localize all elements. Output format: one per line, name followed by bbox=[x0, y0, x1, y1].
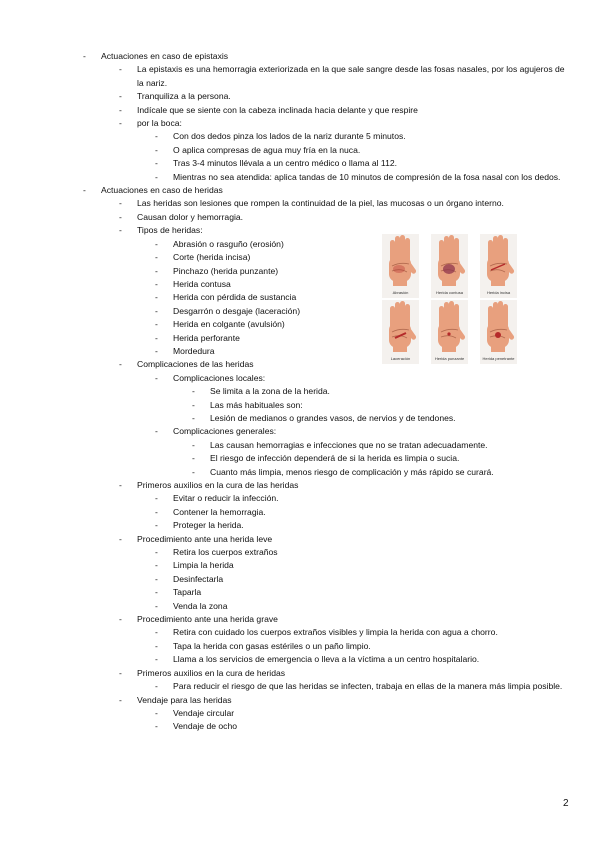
list-item bbox=[137, 667, 568, 694]
list-item bbox=[173, 559, 568, 572]
list-item bbox=[173, 157, 568, 170]
list-item-text: Corte (herida incisa) bbox=[173, 252, 251, 263]
list-item bbox=[173, 372, 568, 426]
list-item-text: Abrasión o rasguño (erosión) bbox=[173, 238, 284, 249]
list-item bbox=[173, 506, 568, 519]
list-item-text: Vendaje de ocho bbox=[173, 721, 238, 732]
list-item-text: Tapa la herida con gasas estériles o un paño limpio. bbox=[173, 640, 371, 651]
finger-shape bbox=[400, 301, 405, 325]
list-item-text: Se limita a la zona de la herida. bbox=[210, 386, 330, 397]
wrist-shape bbox=[393, 278, 407, 286]
list-item bbox=[137, 358, 568, 479]
list-item-text: Limpia la herida bbox=[173, 560, 234, 571]
list-item bbox=[173, 640, 568, 653]
list-item-text: Herida con pérdida de sustancia bbox=[173, 292, 297, 303]
list-item bbox=[210, 385, 568, 398]
sub-list bbox=[173, 130, 568, 184]
wound-mark bbox=[495, 332, 501, 338]
list-item-text: El riesgo de infección dependerá de si la herida es limpia o sucia. bbox=[210, 453, 460, 464]
finger-shape bbox=[488, 240, 493, 264]
finger-shape bbox=[405, 238, 410, 262]
finger-shape bbox=[405, 304, 410, 328]
list-item-text: Proteger la herida. bbox=[173, 520, 244, 531]
finger-shape bbox=[503, 238, 508, 262]
list-item bbox=[173, 586, 568, 599]
section-title: Actuaciones en caso de heridas bbox=[101, 185, 223, 196]
finger-shape bbox=[390, 306, 395, 330]
finger-shape bbox=[395, 236, 400, 260]
hand-label: Herida contusa bbox=[436, 290, 463, 295]
list-item bbox=[210, 466, 568, 479]
list-item-text: Las heridas son lesiones que rompen la continuidad de la piel, las mucosas o un órgano interno. bbox=[137, 198, 504, 209]
list-item bbox=[137, 211, 568, 224]
list-item-text: Retira con cuidado los cuerpos extraños visibles y limpia la herida con agua a chorro. bbox=[173, 627, 498, 638]
wound-mark bbox=[393, 265, 405, 273]
list-item bbox=[173, 425, 568, 479]
sub-list bbox=[210, 439, 568, 479]
list-item-text: Procedimiento ante una herida grave bbox=[137, 614, 278, 625]
list-item bbox=[173, 519, 568, 532]
list-item-text: Venda la zona bbox=[173, 600, 228, 611]
list-item-text: Tipos de heridas: bbox=[137, 225, 203, 236]
section-heading-item bbox=[101, 50, 568, 184]
list-item-text: Mordedura bbox=[173, 345, 215, 356]
hand-panel bbox=[480, 300, 517, 364]
hand-label: Abrasión bbox=[392, 290, 409, 295]
section-title: Actuaciones en caso de epistaxis bbox=[101, 51, 229, 61]
hand-panel bbox=[382, 234, 419, 298]
list-item bbox=[137, 90, 568, 103]
list-item-text: Indícale que se siente con la cabeza inclinada hacia delante y que respire bbox=[137, 104, 418, 115]
list-item bbox=[173, 707, 568, 720]
wrist-shape bbox=[491, 344, 505, 352]
sub-list bbox=[173, 372, 568, 479]
wound-mark bbox=[447, 332, 450, 335]
wound-types-figure bbox=[381, 233, 518, 365]
list-item-text: Con dos dedos pinza los lados de la nariz durante 5 minutos. bbox=[173, 131, 406, 142]
list-item bbox=[137, 197, 568, 210]
list-item-text: Herida contusa bbox=[173, 278, 231, 289]
list-item-text: Desgarrón o desgaje (laceración) bbox=[173, 305, 301, 316]
list-item-text: La epistaxis es una hemorragia exteriorizada en la que sale sangre desde las fosas nasales, por los agujeros de la nariz. bbox=[137, 64, 565, 88]
hand-label: Herida punzante bbox=[434, 356, 465, 361]
list-item bbox=[173, 653, 568, 666]
finger-shape bbox=[400, 235, 405, 259]
list-item-text: Contener la hemorragia. bbox=[173, 506, 266, 517]
list-item-text: Tras 3-4 minutos llévala a un centro médico o llama al 112. bbox=[173, 158, 398, 169]
list-item bbox=[137, 613, 568, 667]
wrist-shape bbox=[442, 278, 456, 286]
page-number: 2 bbox=[563, 798, 569, 809]
finger-shape bbox=[503, 304, 508, 328]
list-item-text: Para reducir el riesgo de que las heridas se infecten, trabaja en ellas de la manera más limpia posible. bbox=[173, 681, 563, 692]
list-item bbox=[210, 399, 568, 412]
list-item-text: Mientras no sea atendida: aplica tandas de 10 minutos de compresión de la fosa nasal con los dedos. bbox=[173, 171, 561, 182]
sub-list bbox=[210, 385, 568, 425]
sub-list bbox=[173, 680, 568, 693]
list-item-text: Procedimiento ante una herida leve bbox=[137, 533, 273, 544]
list-item-text: Desinfectarla bbox=[173, 573, 224, 584]
list-item-text: Cuanto más limpia, menos riesgo de complicación y más rápido se curará. bbox=[210, 466, 494, 477]
list-item-text: Retira los cuerpos extraños bbox=[173, 547, 278, 558]
hand-label: Laceración bbox=[390, 356, 411, 361]
list-item-text: Las causan hemorragias e infecciones que no se tratan adecuadamente. bbox=[210, 439, 488, 450]
list-item bbox=[173, 680, 568, 693]
finger-shape bbox=[439, 240, 444, 264]
list-item bbox=[137, 63, 568, 90]
wrist-shape bbox=[393, 344, 407, 352]
list-item bbox=[173, 720, 568, 733]
finger-shape bbox=[395, 302, 400, 326]
list-item-text: Vendaje para las heridas bbox=[137, 694, 232, 705]
list-item-text: Pinchazo (herida punzante) bbox=[173, 265, 279, 276]
list-item bbox=[173, 546, 568, 559]
list-item bbox=[173, 626, 568, 639]
sub-list bbox=[173, 546, 568, 613]
finger-shape bbox=[444, 236, 449, 260]
finger-shape bbox=[439, 306, 444, 330]
finger-shape bbox=[444, 302, 449, 326]
outline-list bbox=[101, 50, 568, 734]
list-item-text: Herida perforante bbox=[173, 332, 240, 343]
list-item bbox=[173, 600, 568, 613]
sub-list bbox=[173, 626, 568, 666]
list-item-text: Primeros auxilios en la cura de las heridas bbox=[137, 480, 299, 490]
list-item bbox=[173, 130, 568, 143]
document-body bbox=[0, 50, 568, 734]
finger-shape bbox=[449, 301, 454, 325]
wrist-shape bbox=[491, 278, 505, 286]
hands-illustration bbox=[381, 233, 518, 365]
hand-label: Herida incisa bbox=[486, 290, 511, 295]
hand-label: Herida penetrante bbox=[482, 356, 515, 361]
hand-panel bbox=[431, 300, 468, 364]
finger-shape bbox=[493, 302, 498, 326]
finger-shape bbox=[454, 304, 459, 328]
hand-panel bbox=[431, 234, 468, 298]
list-item bbox=[137, 479, 568, 533]
list-item bbox=[137, 117, 568, 184]
list-item-text: Lesión de medianos o grandes vasos, de nervios y de tendones. bbox=[210, 412, 456, 423]
wound-mark bbox=[443, 264, 455, 274]
list-item bbox=[173, 171, 568, 184]
sub-list bbox=[137, 63, 568, 184]
list-item-text: Las más habituales son: bbox=[210, 399, 303, 410]
list-item-text: Tranquiliza a la persona. bbox=[137, 91, 231, 102]
list-item bbox=[137, 694, 568, 734]
list-item-text: Llama a los servicios de emergencia o lleva a la víctima a un centro hospitalario. bbox=[173, 654, 480, 665]
list-item bbox=[173, 573, 568, 586]
hand-panel bbox=[382, 300, 419, 364]
list-item-text: Primeros auxilios en la cura de heridas bbox=[137, 667, 286, 678]
list-item-text: Complicaciones de las heridas bbox=[137, 359, 254, 370]
list-item-text: Vendaje circular bbox=[173, 707, 235, 718]
list-item bbox=[173, 492, 568, 505]
finger-shape bbox=[498, 301, 503, 325]
list-item-text: Causan dolor y hemorragia. bbox=[137, 211, 244, 222]
finger-shape bbox=[493, 236, 498, 260]
list-item-text: Evitar o reducir la infección. bbox=[173, 493, 279, 504]
hand-panel bbox=[480, 234, 517, 298]
finger-shape bbox=[454, 238, 459, 262]
list-item bbox=[210, 412, 568, 425]
list-item-text: Complicaciones generales: bbox=[173, 426, 277, 437]
list-item bbox=[173, 144, 568, 157]
sub-list bbox=[173, 707, 568, 734]
sub-list bbox=[173, 492, 568, 532]
list-item-text: por la boca: bbox=[137, 118, 182, 129]
finger-shape bbox=[449, 235, 454, 259]
list-item bbox=[137, 533, 568, 613]
list-item-text: Taparla bbox=[173, 587, 202, 598]
list-item bbox=[210, 452, 568, 465]
list-item-text: Herida en colgante (avulsión) bbox=[173, 319, 285, 330]
list-item bbox=[210, 439, 568, 452]
finger-shape bbox=[488, 306, 493, 330]
list-item-text: Complicaciones locales: bbox=[173, 372, 266, 383]
list-item-text: O aplica compresas de agua muy fría en la nuca. bbox=[173, 144, 361, 155]
wrist-shape bbox=[442, 344, 456, 352]
finger-shape bbox=[390, 240, 395, 264]
list-item bbox=[137, 104, 568, 117]
finger-shape bbox=[498, 235, 503, 259]
